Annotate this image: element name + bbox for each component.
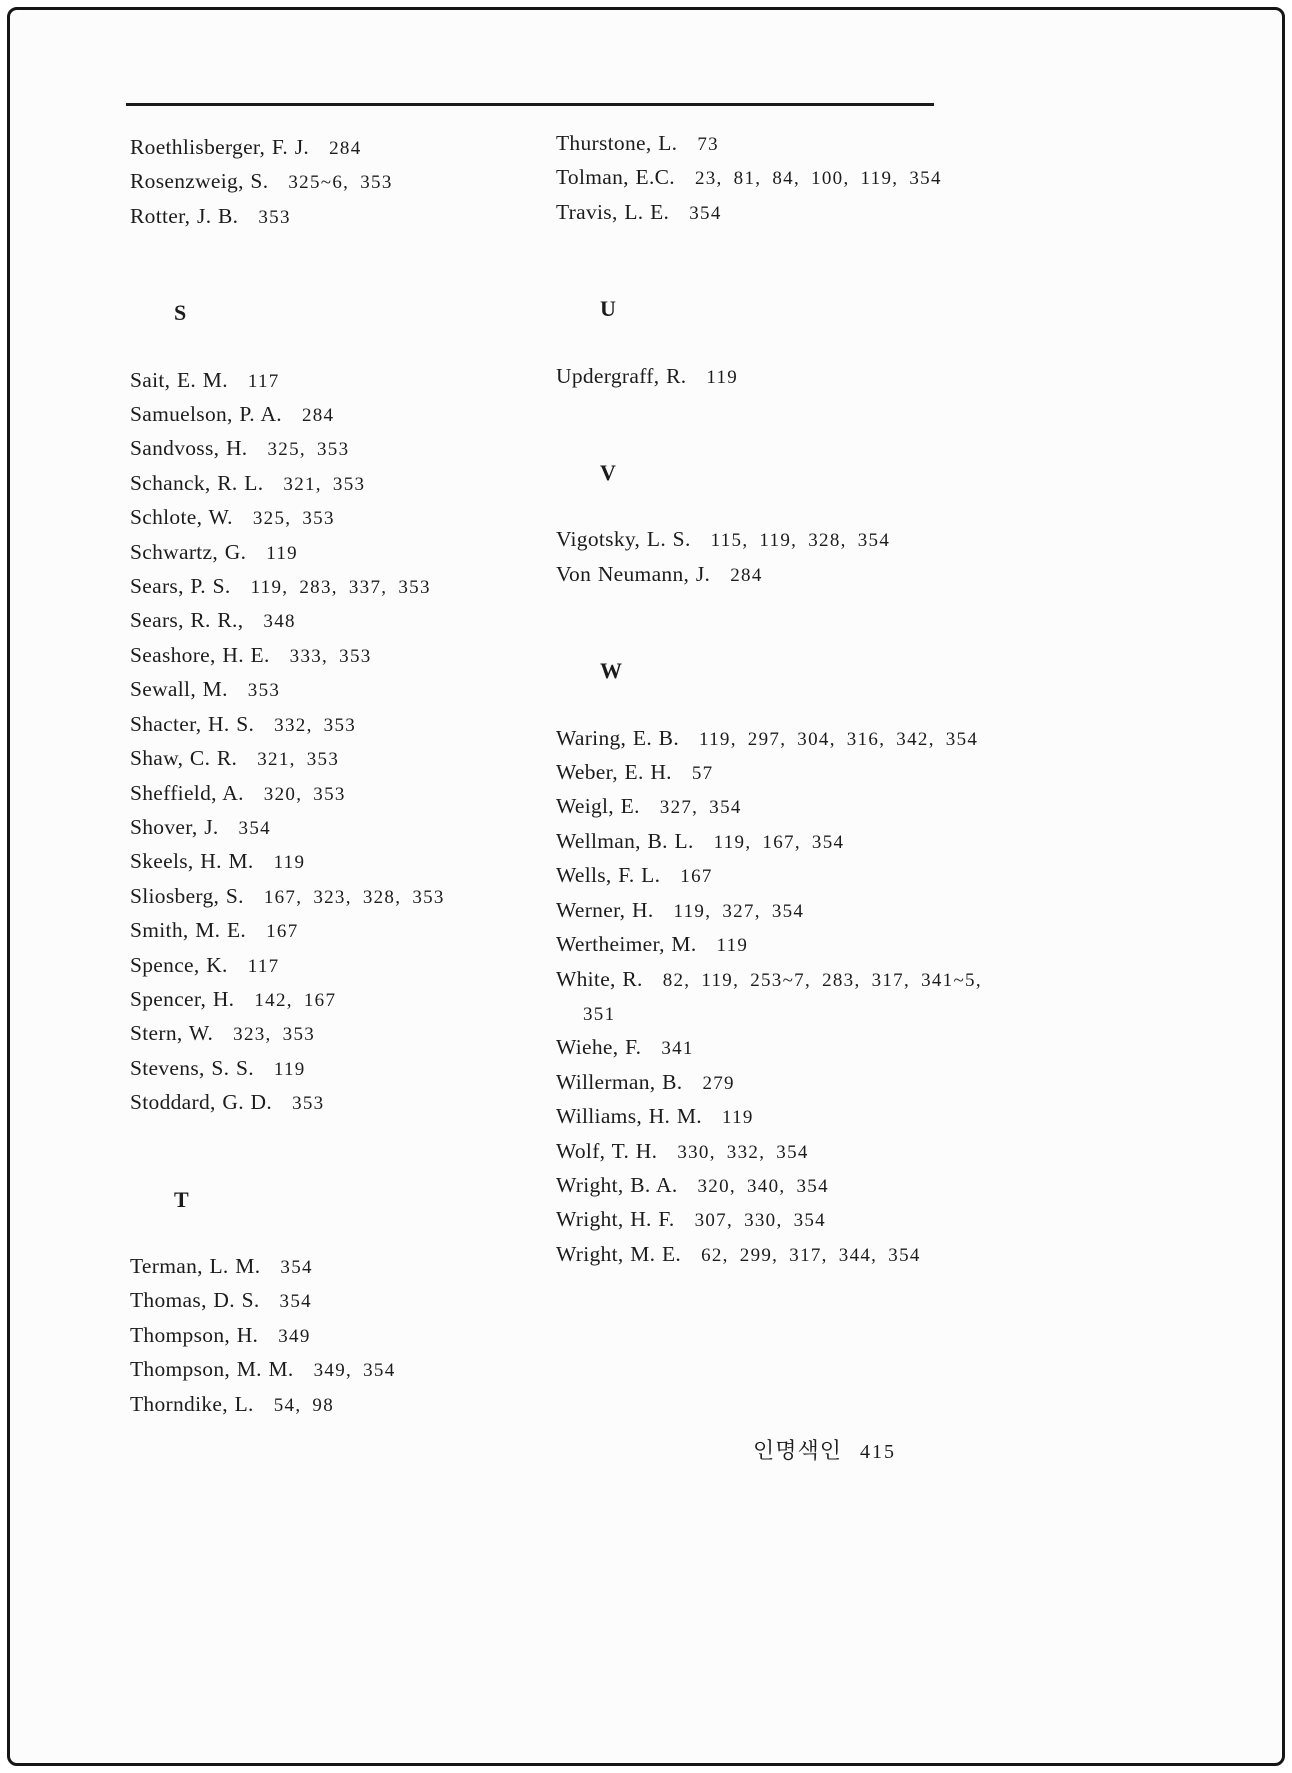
author-name: Tolman, E.C.: [556, 165, 675, 190]
section-letter-W: W: [600, 658, 623, 684]
index-entry: [130, 536, 552, 570]
index-entry: [130, 880, 552, 914]
page-numbers: 354: [279, 1291, 312, 1313]
index-entry: [130, 1353, 552, 1387]
index-entry: [556, 558, 996, 592]
footer-index-title: 인명색인: [753, 1438, 843, 1463]
author-name: Wellman, B. L.: [556, 828, 694, 853]
index-entry: [556, 894, 996, 928]
author-name: Roethlisberger, F. J.: [130, 135, 310, 159]
author-name: Travis, L. E.: [556, 199, 670, 224]
page-numbers: 82, 119, 253~7, 283, 317, 341~5, 351: [583, 969, 982, 1025]
page-numbers: 348: [263, 611, 296, 633]
index-entry: [130, 364, 552, 398]
author-name: Sait, E. M.: [130, 367, 228, 392]
author-name: Sears, P. S.: [130, 574, 231, 599]
page-numbers: 354: [238, 817, 271, 839]
author-name: Samuelson, P. A.: [130, 402, 282, 427]
page-numbers: 62, 299, 317, 344, 354: [701, 1244, 921, 1266]
index-entry: [130, 708, 552, 742]
author-name: Stoddard, G. D.: [130, 1090, 273, 1115]
page-numbers: 307, 330, 354: [694, 1210, 826, 1232]
index-entry: [556, 1238, 996, 1272]
page-numbers: 119, 283, 337, 353: [250, 577, 431, 599]
index-entry: [556, 1169, 996, 1203]
author-name: Williams, H. M.: [556, 1104, 702, 1129]
index-entry: [556, 756, 996, 790]
index-entry: [130, 949, 552, 983]
author-name: Thomas, D. S.: [130, 1288, 260, 1313]
author-name: Spencer, H.: [130, 986, 235, 1011]
index-entry: [556, 1203, 996, 1237]
author-name: Terman, L. M.: [130, 1253, 261, 1278]
index-entry: [556, 161, 996, 195]
author-name: Von Neumann, J.: [556, 561, 711, 586]
index-entry: [130, 914, 552, 948]
page-numbers: 119, 167, 354: [713, 831, 845, 853]
page-numbers: 142, 167: [254, 989, 337, 1011]
author-name: Shover, J.: [130, 814, 219, 839]
index-entry: [130, 570, 552, 604]
index-entry: [556, 196, 996, 230]
scanned-page: [7, 7, 1285, 1766]
author-name: Shaw, C. R.: [130, 746, 238, 771]
author-name: Seashore, H. E.: [130, 642, 270, 667]
author-name: Vigotsky, L. S.: [556, 527, 691, 552]
page-footer: [753, 1434, 896, 1465]
index-entry: [130, 604, 552, 638]
page-numbers: 167: [266, 921, 299, 943]
index-entry: [130, 1052, 552, 1086]
page-numbers: 167: [680, 866, 713, 888]
index-entry: [130, 1250, 552, 1284]
page-numbers: 117: [247, 955, 280, 977]
index-entry: [130, 777, 552, 811]
page-numbers: 325, 353: [267, 439, 350, 461]
index-entry: [556, 790, 996, 824]
author-name: Smith, M. E.: [130, 918, 247, 943]
index-entry: [556, 722, 996, 756]
section-letter-S: S: [174, 300, 187, 326]
page-numbers: 57: [691, 763, 714, 785]
index-entry: [130, 1086, 552, 1120]
top-rule: [126, 103, 934, 106]
page-numbers: 23, 81, 84, 100, 119, 354: [694, 168, 942, 190]
index-entry: [556, 928, 996, 962]
page-numbers: 115, 119, 328, 354: [710, 530, 891, 552]
index-entry: [130, 467, 552, 501]
page-numbers: 284: [329, 138, 362, 159]
page-numbers: 332, 353: [274, 714, 357, 736]
index-entry: [130, 1388, 552, 1422]
page-numbers: 325, 353: [252, 508, 335, 530]
page-numbers: 353: [247, 680, 281, 702]
author-name: Schlote, W.: [130, 505, 233, 530]
author-name: Sliosberg, S.: [130, 883, 244, 908]
author-name: Rotter, J. B.: [130, 203, 239, 228]
index-entry: [130, 501, 552, 535]
footer-page-number: 415: [860, 1441, 897, 1463]
author-name: Wright, M. E.: [556, 1241, 682, 1266]
author-name: Thompson, M. M.: [130, 1357, 294, 1382]
index-entry: [130, 639, 552, 673]
page-numbers: 284: [730, 564, 763, 586]
author-name: Wiehe, F.: [556, 1035, 642, 1060]
author-name: Wright, H. F.: [556, 1207, 675, 1232]
index-entry: [130, 673, 552, 707]
index-entry: [556, 963, 996, 1032]
author-name: Schanck, R. L.: [130, 470, 264, 495]
author-name: Wells, F. L.: [556, 863, 661, 888]
index-entry: [130, 398, 552, 432]
author-name: Sewall, M.: [130, 677, 228, 702]
page-numbers: 119: [273, 852, 306, 874]
index-entry: [556, 360, 996, 394]
section-letter-U: U: [600, 296, 617, 322]
index-entry: [130, 742, 552, 776]
page-numbers: 354: [689, 202, 722, 224]
author-name: Thompson, H.: [130, 1322, 259, 1347]
page-numbers: 117: [247, 370, 280, 392]
author-name: Wolf, T. H.: [556, 1138, 658, 1163]
page-numbers: 167, 323, 328, 353: [263, 886, 445, 908]
page-numbers: 54, 98: [273, 1394, 335, 1416]
index-entry: [130, 165, 552, 199]
page-numbers: 354: [280, 1256, 313, 1278]
page-numbers: 321, 353: [257, 749, 340, 771]
index-entry: [130, 811, 552, 845]
author-name: Sheffield, A.: [130, 780, 244, 805]
author-name: Stevens, S. S.: [130, 1055, 254, 1080]
page-numbers: 119: [716, 935, 749, 957]
page-numbers: 320, 340, 354: [697, 1175, 829, 1197]
index-entry: [556, 825, 996, 859]
page-numbers: 327, 354: [659, 797, 742, 819]
author-name: Willerman, B.: [556, 1069, 683, 1094]
page-numbers: 320, 353: [263, 783, 346, 805]
page-numbers: 349: [278, 1325, 311, 1347]
page-numbers: 323, 353: [233, 1024, 316, 1046]
index-entry: [130, 432, 552, 466]
index-entry: [556, 859, 996, 893]
author-name: Shacter, H. S.: [130, 711, 255, 736]
index-entry: [556, 1100, 996, 1134]
index-entry: [130, 131, 552, 165]
page-numbers: 349, 354: [313, 1360, 396, 1382]
index-entry: [556, 127, 996, 161]
author-name: Thurstone, L.: [556, 131, 678, 155]
index-entry: [130, 1319, 552, 1353]
author-name: Weigl, E.: [556, 794, 640, 819]
author-name: Spence, K.: [130, 952, 228, 977]
page-numbers: 321, 353: [283, 473, 366, 495]
index-entry: [556, 1135, 996, 1169]
author-name: Updergraff, R.: [556, 363, 687, 388]
page-numbers: 119: [266, 542, 298, 564]
page-numbers: 353: [292, 1093, 325, 1115]
section-letter-V: V: [600, 460, 617, 486]
page-numbers: 119, 327, 354: [673, 900, 805, 922]
right-column: [556, 127, 996, 1272]
page-numbers: 284: [301, 405, 335, 427]
author-name: Sears, R. R.,: [130, 608, 244, 633]
page-numbers: 119: [721, 1107, 754, 1129]
section-letter-T: T: [174, 1186, 190, 1212]
page-numbers: 333, 353: [289, 645, 372, 667]
index-entry: [556, 1066, 996, 1100]
index-entry: [130, 200, 552, 234]
author-name: Weber, E. H.: [556, 760, 672, 785]
index-entry: [130, 845, 552, 879]
author-name: Werner, H.: [556, 897, 654, 922]
page-numbers: 341: [661, 1038, 694, 1060]
page-numbers: 330, 332, 354: [677, 1141, 809, 1163]
author-name: Sandvoss, H.: [130, 436, 248, 461]
index-entry: [130, 1284, 552, 1318]
page-numbers: 279: [702, 1072, 735, 1094]
author-name: Wright, B. A.: [556, 1172, 678, 1197]
index-entry: [556, 1031, 996, 1065]
author-name: Schwartz, G.: [130, 539, 247, 564]
author-name: Waring, E. B.: [556, 725, 679, 750]
page-numbers: 353: [258, 206, 291, 228]
page-numbers: 73: [697, 134, 719, 155]
author-name: Thorndike, L.: [130, 1391, 254, 1416]
author-name: Wertheimer, M.: [556, 932, 697, 957]
left-column: [130, 131, 552, 1422]
page-numbers: 119: [706, 366, 739, 388]
author-name: Skeels, H. M.: [130, 849, 254, 874]
author-name: Stern, W.: [130, 1021, 214, 1046]
author-name: White, R.: [556, 966, 643, 991]
page-numbers: 325~6, 353: [288, 172, 393, 194]
index-entry: [130, 1017, 552, 1051]
page-numbers: 119, 297, 304, 316, 342, 354: [699, 728, 979, 750]
page-numbers: 119: [273, 1058, 306, 1080]
index-entry: [130, 983, 552, 1017]
index-entry: [556, 523, 996, 557]
author-name: Rosenzweig, S.: [130, 169, 269, 194]
